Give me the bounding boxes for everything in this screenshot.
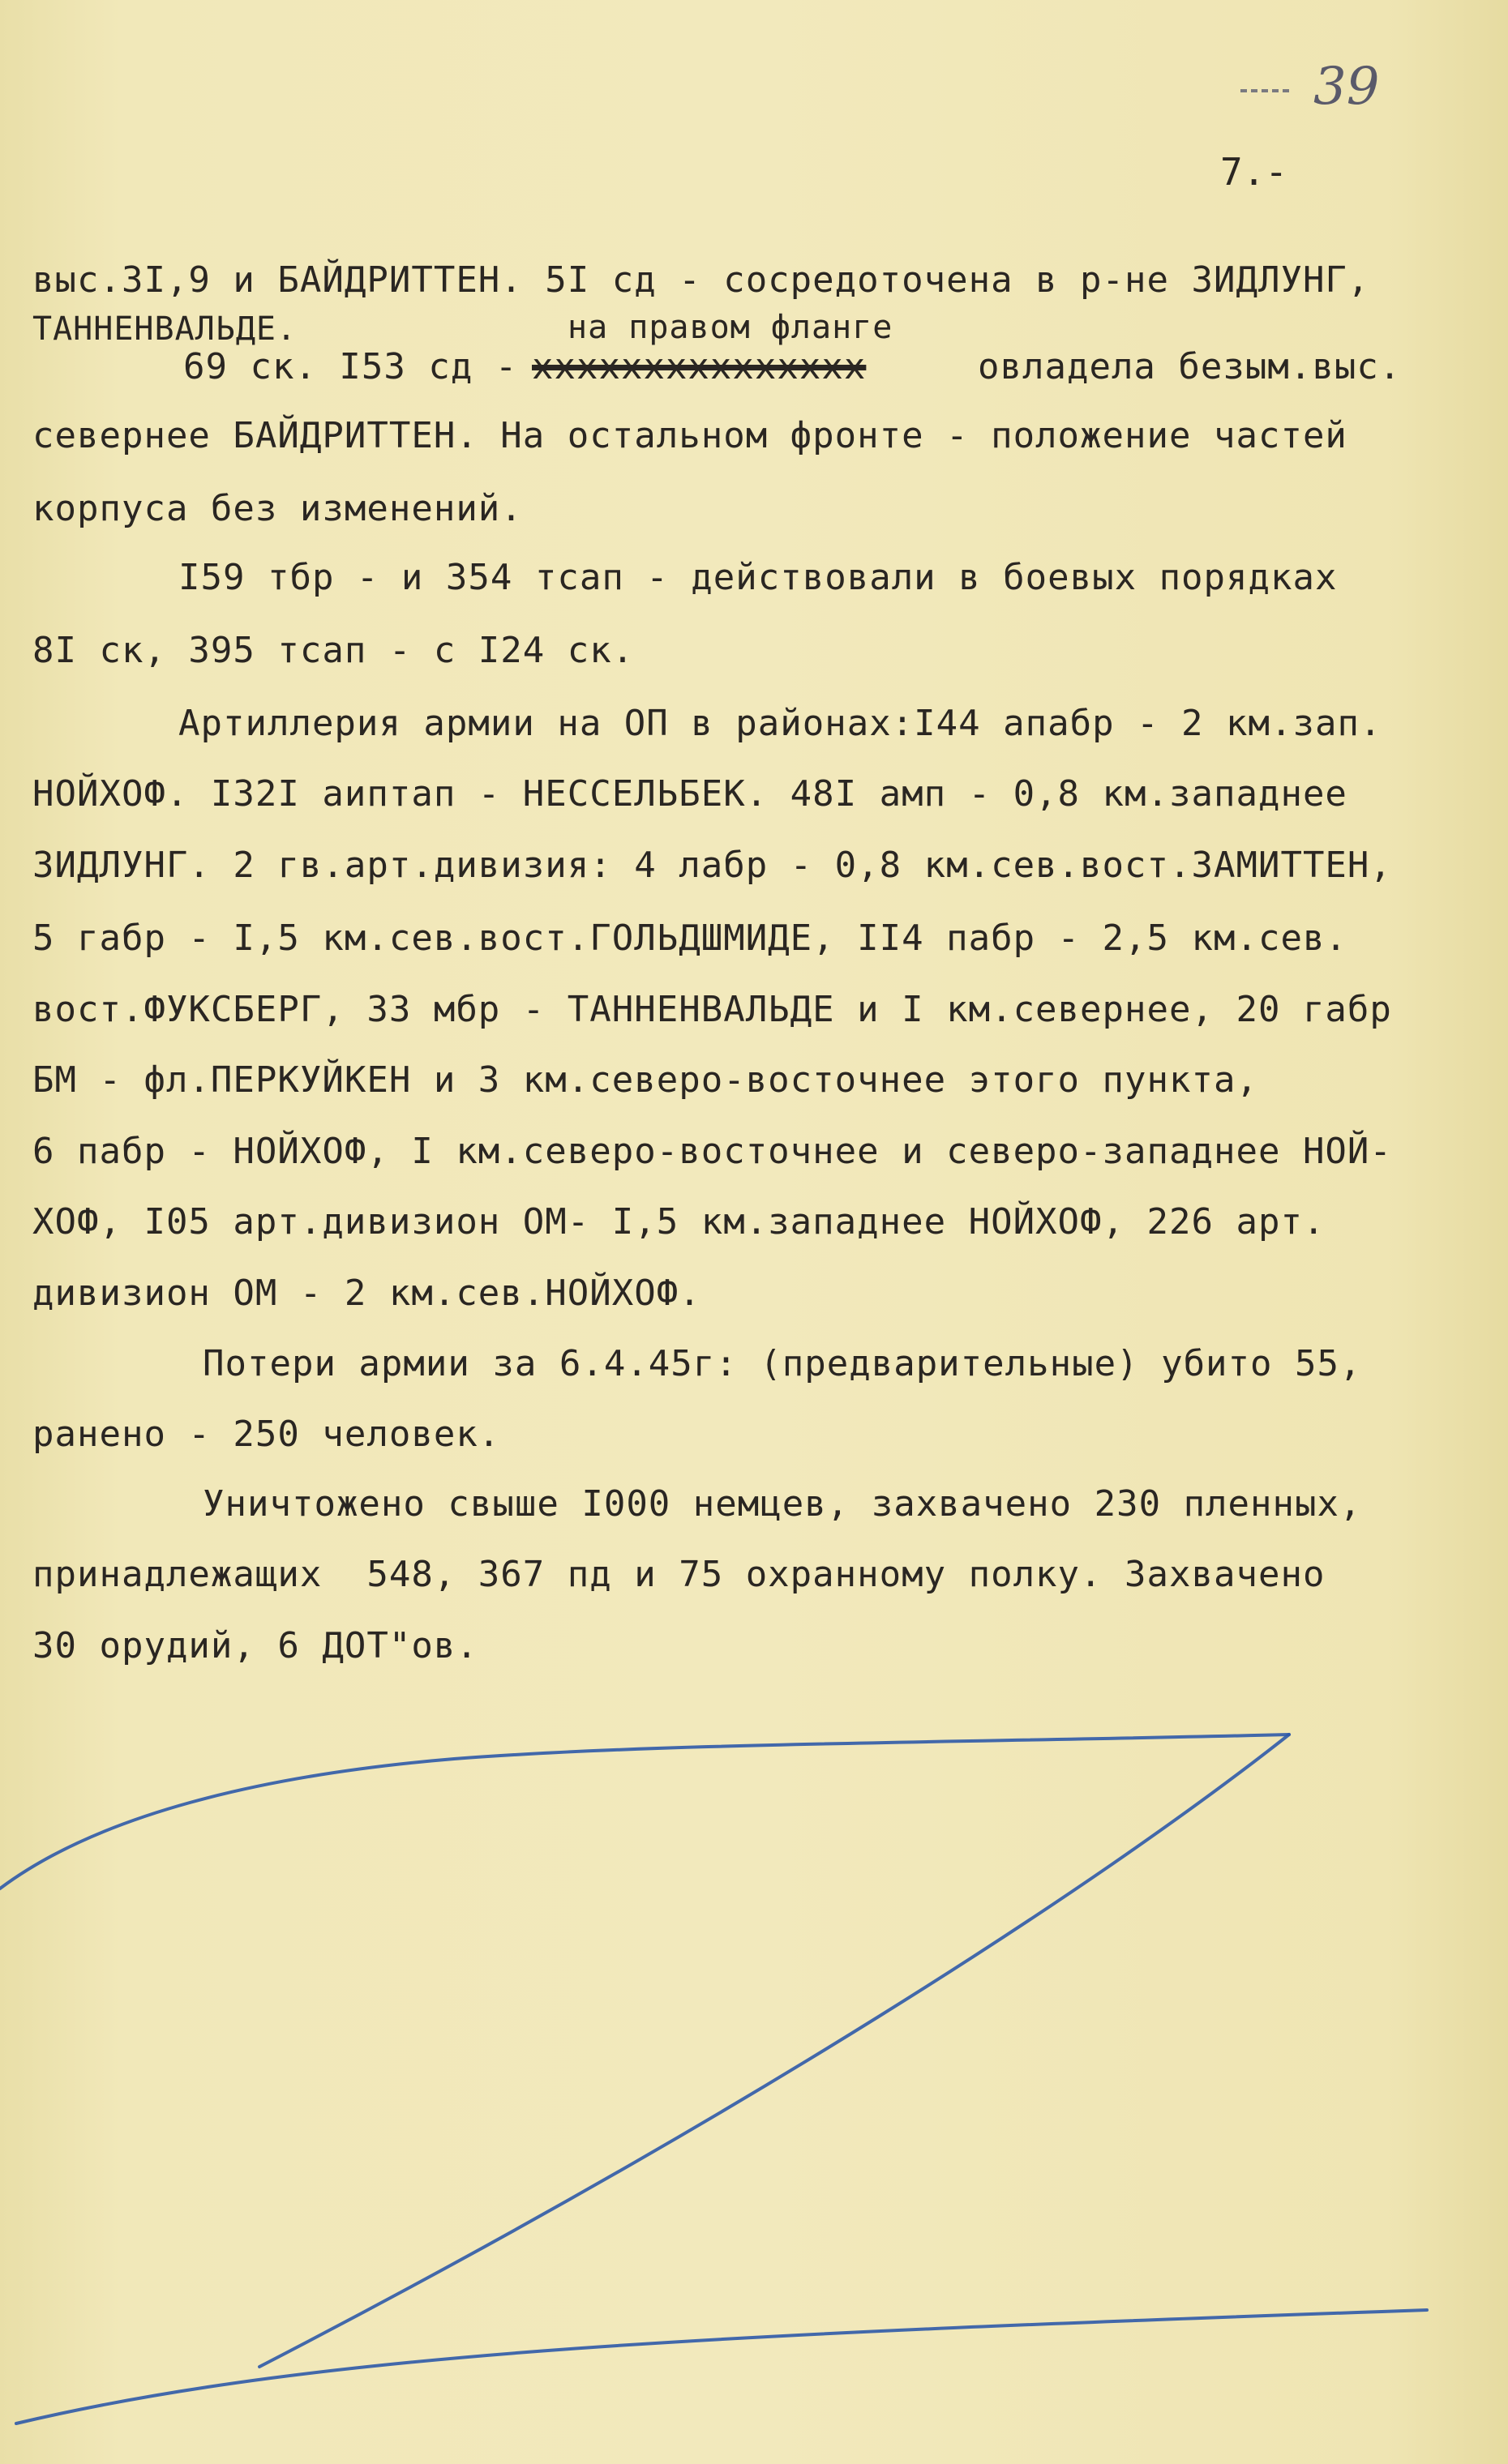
text-line: ранено - 250 человек. bbox=[32, 1414, 501, 1455]
text-line: 8I ск, 395 тсап - с I24 ск. bbox=[32, 630, 635, 671]
text-line: овладела безым.выс. bbox=[978, 346, 1402, 387]
text-line: Потери армии за 6.4.45г: (предварительные) убито 55, bbox=[203, 1343, 1362, 1384]
text-line: НОЙХОФ. I32I аиптап - НЕССЕЛЬБЕК. 48I амп - 0,8 км.западнее bbox=[32, 773, 1347, 815]
text-line: принадлежащих 548, 367 пд и 75 охранному полку. Захвачено bbox=[32, 1554, 1326, 1595]
page-number: 7.- bbox=[1220, 150, 1288, 194]
text-line: корпуса без изменений. bbox=[32, 488, 523, 529]
text-line: 6 пабр - НОЙХОФ, I км.северо-восточнее и северо-западнее НОЙ- bbox=[32, 1131, 1392, 1172]
text-line: Артиллерия армии на ОП в районах:I44 апабр - 2 км.зап. bbox=[178, 703, 1382, 744]
text-line: I59 тбр - и 354 тсап - действовали в боевых порядках bbox=[178, 557, 1338, 598]
text-line: ХОФ, I05 арт.дивизион ОМ- I,5 км.западнее НОЙХОФ, 226 арт. bbox=[32, 1201, 1326, 1243]
text-line: дивизион ОМ - 2 км.сев.НОЙХОФ. bbox=[32, 1273, 701, 1314]
text-line: 30 орудий, 6 ДОТ"ов. bbox=[32, 1625, 478, 1666]
archive-page-number: 39 bbox=[1313, 57, 1380, 117]
text-line: 69 ск. I53 сд - bbox=[183, 346, 518, 387]
inserted-text: на правом фланге bbox=[568, 309, 893, 346]
struck-text: ххххххххххххххх bbox=[532, 346, 867, 387]
text-line: ТАННЕНВАЛЬДЕ. bbox=[32, 310, 298, 348]
text-line: вост.ФУКСБЕРГ, 33 мбр - ТАННЕНВАЛЬДЕ и I км.севернее, 20 габр bbox=[32, 989, 1392, 1030]
text-line: 5 габр - I,5 км.сев.вост.ГОЛЬДШМИДЕ, II4 пабр - 2,5 км.сев. bbox=[32, 918, 1347, 959]
text-line: Уничтожено свыше I000 немцев, захвачено 230 пленных, bbox=[203, 1483, 1362, 1525]
text-line: севернее БАЙДРИТТЕН. На остальном фронте - положение частей bbox=[32, 415, 1347, 456]
text-line: БМ - фл.ПЕРКУЙКЕН и 3 км.северо-восточнее этого пункта, bbox=[32, 1059, 1258, 1101]
text-line: выс.3I,9 и БАЙДРИТТЕН. 5I сд - сосредоточена в р-не ЗИДЛУНГ, bbox=[32, 259, 1370, 301]
text-line: ЗИДЛУНГ. 2 гв.арт.дивизия: 4 лабр - 0,8 км.сев.вост.ЗАМИТТЕН, bbox=[32, 845, 1392, 886]
